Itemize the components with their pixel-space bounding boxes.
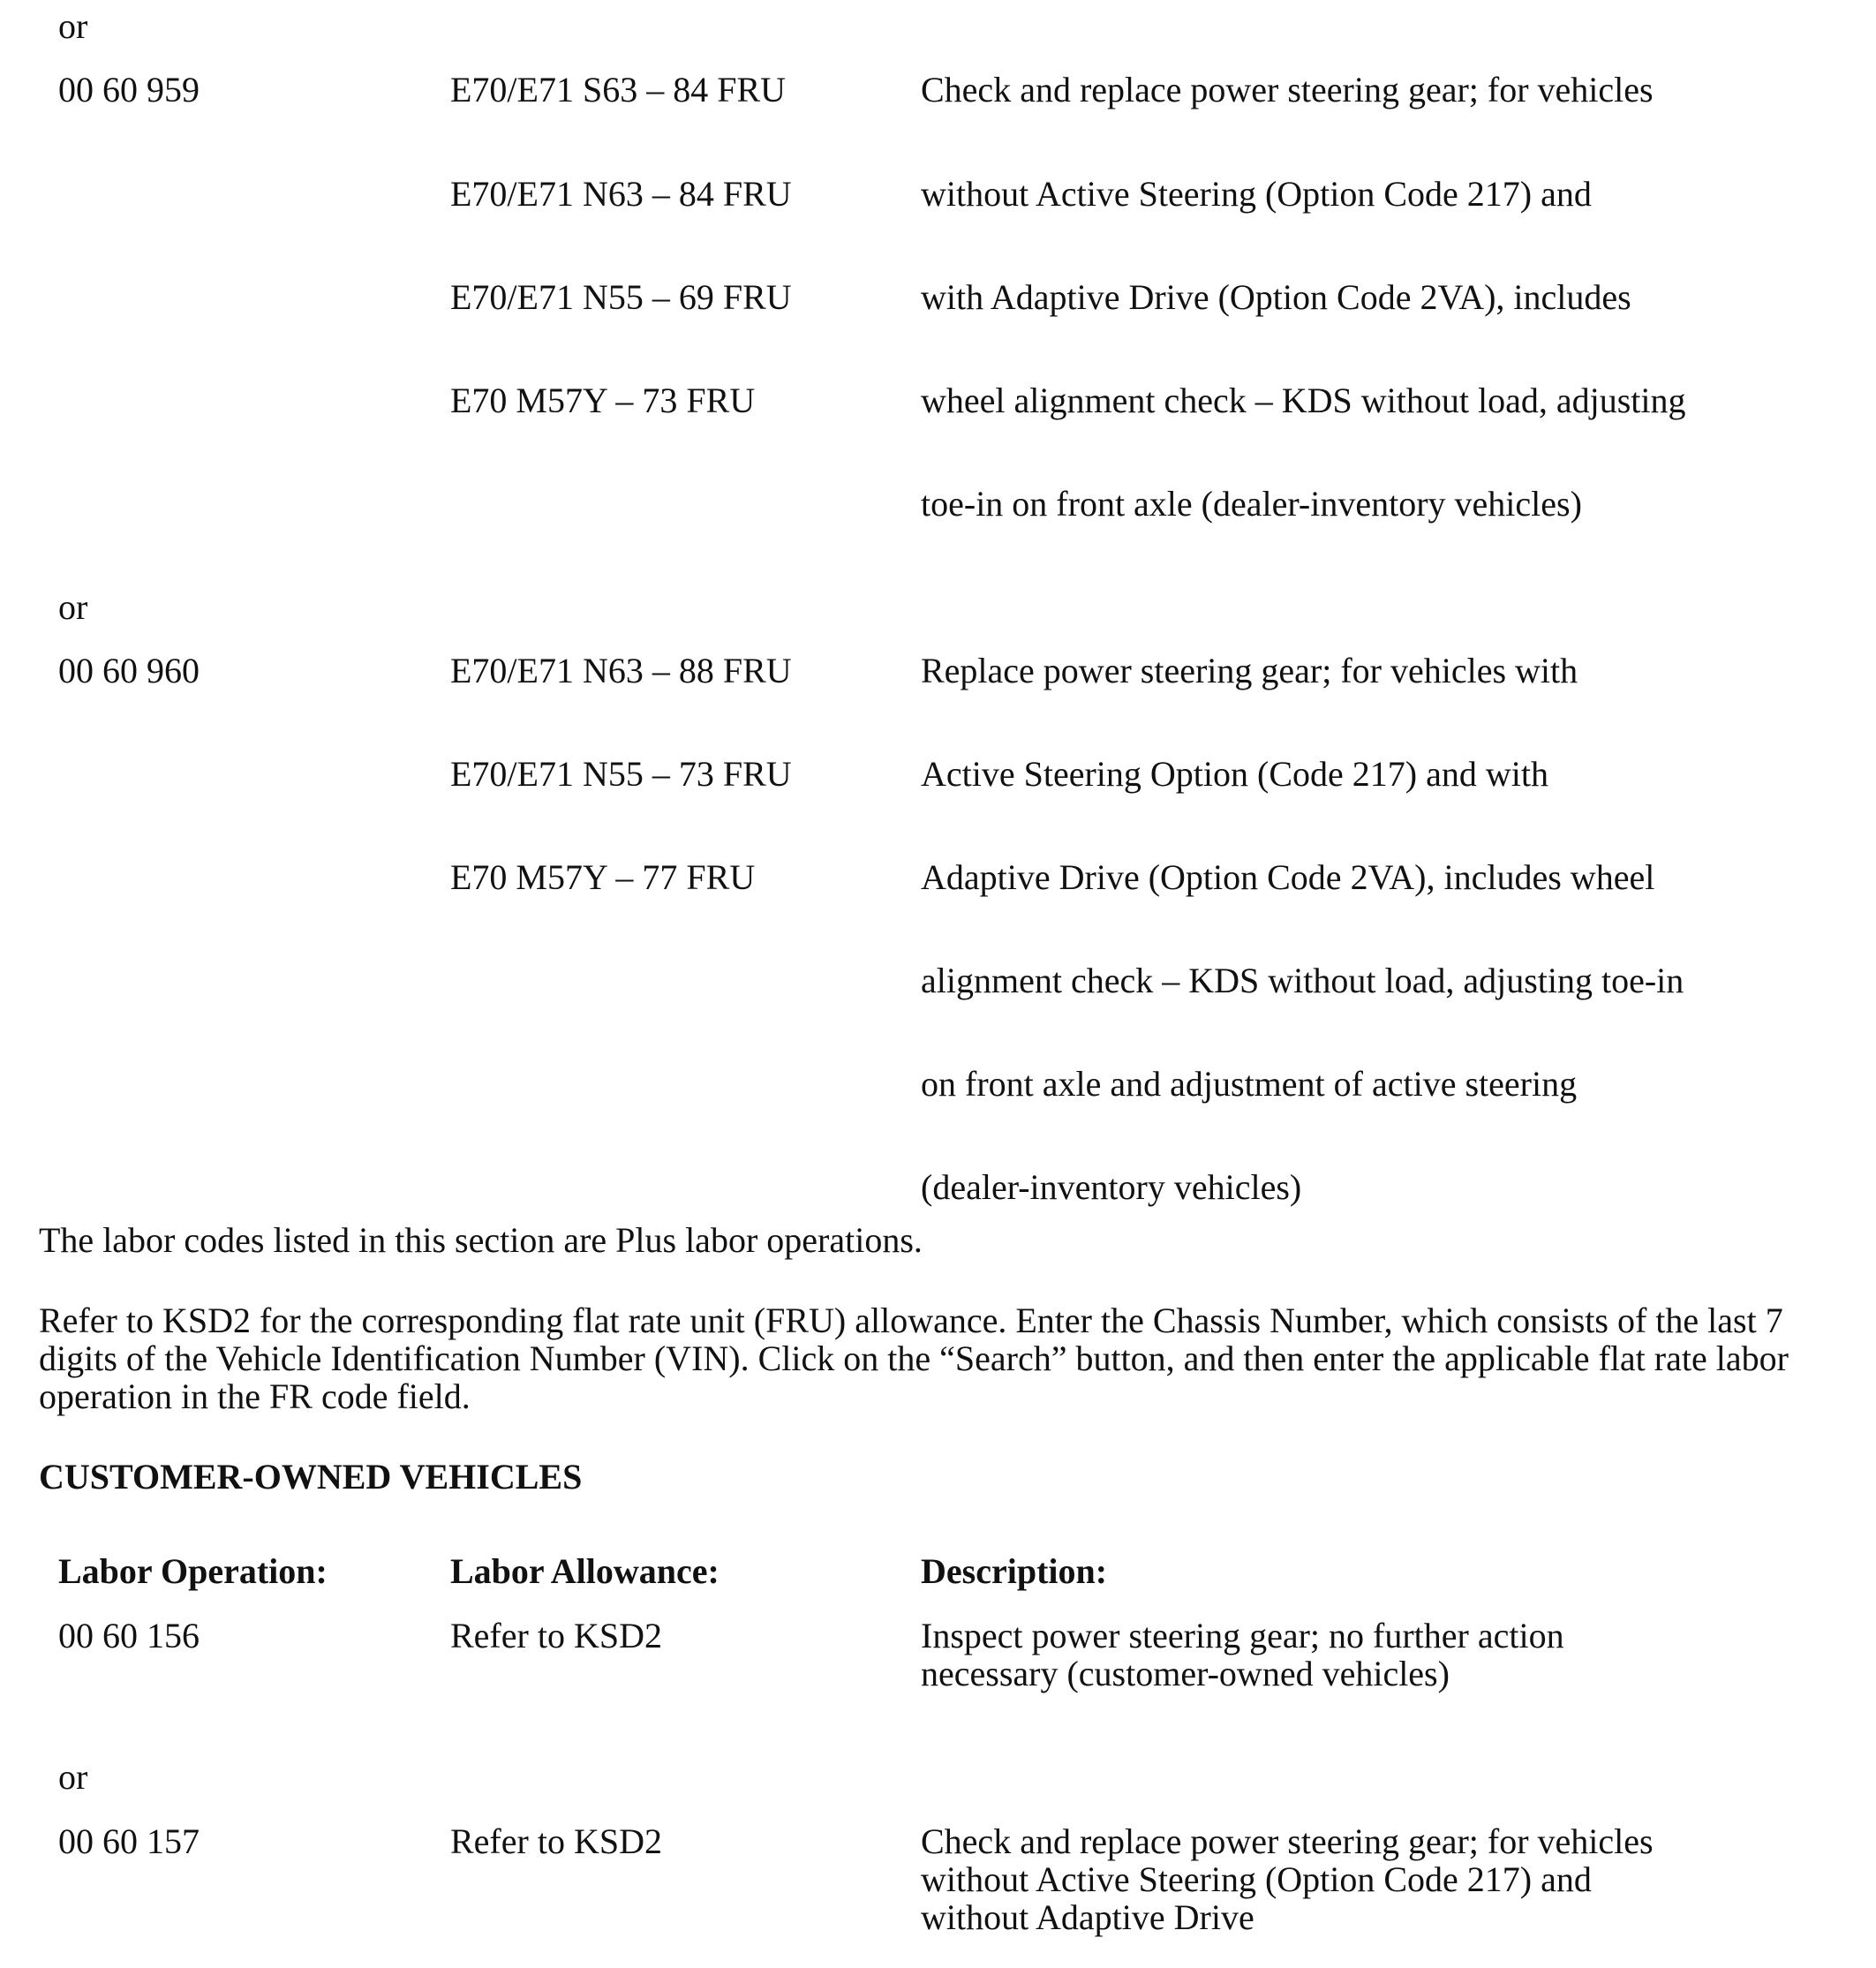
labor-allowance: Refer to KSD2 [450, 1821, 662, 1861]
or-separator: or [58, 6, 88, 46]
row-description: Inspect power steering gear; no further action necessary (customer-owned vehicles) [921, 1616, 1564, 1693]
allowance-item: E70/E71 N63 – 84 FRU [450, 174, 792, 214]
allowance-item: E70/E71 S63 – 84 FRU [450, 70, 787, 109]
description-line: Adaptive Drive (Option Code 2VA), includes wheel [921, 857, 1655, 897]
header-description: Description: [921, 1551, 1108, 1591]
description-line: Replace power steering gear; for vehicles with [921, 651, 1578, 690]
allowance-item: E70/E71 N55 – 73 FRU [450, 754, 792, 794]
allowance-item: E70/E71 N63 – 88 FRU [450, 651, 792, 690]
row-description: Check and replace power steering gear; for vehicles without Active Steering (Option Code 217) and without Adaptive Drive [921, 1821, 1654, 1937]
description-line: Active Steering Option (Code 217) and with [921, 754, 1548, 794]
allowance-item: E70 M57Y – 73 FRU [450, 381, 756, 420]
ksd2-instructions: Refer to KSD2 for the corresponding flat rate unit (FRU) allowance. Enter the Chassis Number, which consists of the last 7 digits of the Vehicle Identification Number (VIN). Click on the “Search” button, and then enter the applicable flat rate labor operation in the FR code field. [39, 1301, 1789, 1416]
description-line: without Active Steering (Option Code 217) and [921, 174, 1592, 214]
plus-operations-note: The labor codes listed in this section are Plus labor operations. [39, 1220, 923, 1260]
description-line: toe-in on front axle (dealer-inventory vehicles) [921, 484, 1582, 524]
description-line: wheel alignment check – KDS without load, adjusting [921, 381, 1686, 420]
labor-code: 00 60 960 [58, 651, 200, 690]
labor-code: 00 60 959 [58, 70, 200, 109]
description-line: (dealer-inventory vehicles) [921, 1167, 1302, 1207]
header-labor-allowance: Labor Allowance: [450, 1551, 720, 1591]
labor-code: 00 60 156 [58, 1616, 200, 1655]
section-heading: CUSTOMER-OWNED VEHICLES [39, 1457, 583, 1497]
header-labor-operation: Labor Operation: [58, 1551, 328, 1591]
labor-code: 00 60 157 [58, 1821, 200, 1861]
allowance-item: E70/E71 N55 – 69 FRU [450, 277, 792, 317]
description-line: on front axle and adjustment of active steering [921, 1064, 1578, 1104]
description-line: with Adaptive Drive (Option Code 2VA), includes [921, 277, 1631, 317]
allowance-item: E70 M57Y – 77 FRU [450, 857, 756, 897]
description-line: alignment check – KDS without load, adjusting toe-in [921, 961, 1684, 1000]
or-separator: or [58, 587, 88, 627]
or-separator: or [58, 1757, 88, 1797]
labor-allowance: Refer to KSD2 [450, 1616, 662, 1655]
description-line: Check and replace power steering gear; for vehicles [921, 70, 1654, 109]
